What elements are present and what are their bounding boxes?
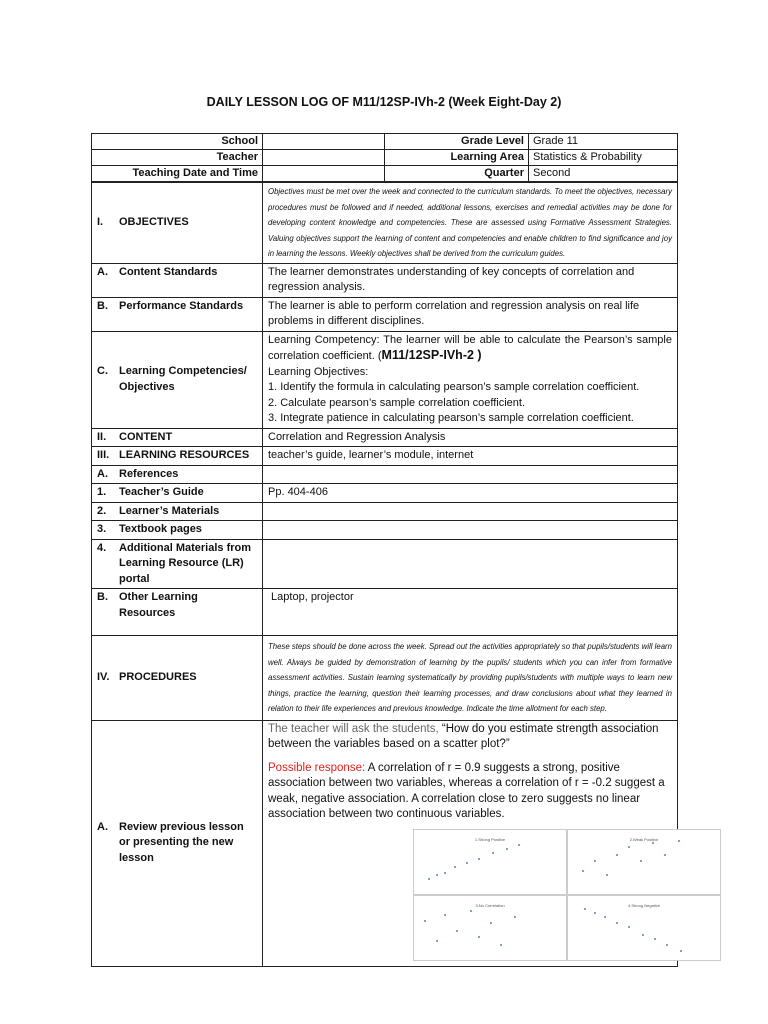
school-label: School	[92, 134, 263, 150]
additional-num: 4.	[97, 541, 107, 554]
learners-materials-label: Learner’s Materials	[119, 504, 220, 517]
textbook-row	[92, 521, 678, 540]
resources-row	[92, 447, 678, 466]
performance-standards-num: B.	[97, 299, 108, 312]
objective-item: 1. Identify the formula in calculating pearson’s sample correlation coefficient.	[268, 381, 640, 393]
textbook-num: 3.	[97, 523, 107, 535]
content-label: CONTENT	[119, 430, 173, 443]
review-question	[268, 722, 672, 753]
plot-label: 3.No Correlation	[475, 902, 505, 908]
response-label: Possible response:	[268, 761, 366, 774]
other-label: Other Learning Resources	[119, 591, 198, 619]
competencies-num: C.	[97, 365, 108, 377]
references-num: A.	[97, 467, 108, 480]
review-row	[92, 720, 678, 966]
references-label: References	[119, 467, 179, 480]
objectives-row	[92, 183, 678, 264]
response-text: A correlation of r = 0.9 suggests a strong, positive association between two variables, whereas a correlation of r = -0.2 suggest a weak, negative association. A correlation close to zero suggests no linear association between two continuous variables.	[268, 761, 665, 820]
teaching-date-label: Teaching Date and Time	[92, 166, 263, 182]
competency-text: Learning Competency: The learner will be able to calculate the Pearson’s sample correlation coefficient. (	[268, 333, 672, 362]
question-text: “How do you estimate strength association between the variables based on a scatter plot?”	[268, 722, 659, 750]
school-value	[263, 134, 385, 150]
question-prefix: The teacher will ask the students,	[268, 722, 442, 735]
content-row	[92, 428, 678, 447]
other-num: B.	[97, 591, 108, 603]
content-standards-text: The learner demonstrates understanding of key concepts of correlation and regression analysis.	[263, 263, 678, 297]
header-info-table	[91, 133, 678, 182]
grade-level-value: Grade 11	[529, 134, 678, 150]
additional-label: Additional Materials from Learning Resource (LR) portal	[119, 541, 252, 585]
procedures-num: IV.	[97, 671, 110, 683]
teacher-label: Teacher	[92, 150, 263, 166]
competency-statement	[268, 333, 672, 365]
references-row	[92, 465, 678, 484]
performance-standards-row	[92, 297, 678, 331]
teacher-value	[263, 150, 385, 166]
performance-standards-text: The learner is able to perform correlation and regression analysis on real life problems in different disciplines.	[263, 297, 678, 331]
teachers-guide-label: Teacher’s Guide	[119, 486, 204, 498]
objectives-text: Objectives must be met over the week and connected to the curriculum standards. To meet the objectives, necessary procedures must be followed and if needed, additional lessons, exercises and remedial activities may be done for developing content knowledge and competencies. These are assessed using Formative Assessment Strategies. Valuing objectives support the learning of content and competencies and enable children to find significance and joy in learning the lessons. Weekly objectives shall be derived from the curriculum guides.	[263, 183, 678, 264]
scatter-plot-weak-positive	[567, 829, 721, 895]
objective-item: 2. Calculate pearson’s sample correlation coefficient.	[268, 396, 526, 409]
competency-code: M11/12SP-IVh-2 )	[381, 348, 482, 362]
learners-materials-num: 2.	[97, 504, 107, 517]
learning-area-value: Statistics & Probability	[529, 150, 678, 166]
procedures-label: PROCEDURES	[119, 671, 197, 683]
resources-text: teacher’s guide, learner’s module, internet	[263, 447, 678, 466]
plot-label: 4.Strong Negative	[627, 902, 661, 908]
page-title: DAILY LESSON LOG OF M11/12SP-IVh-2 (Week Eight-Day 2)	[206, 95, 562, 109]
scatter-plot-strong-positive	[413, 829, 567, 895]
competencies-label: Learning Competencies/ Objectives	[119, 365, 247, 393]
procedures-row	[92, 636, 678, 721]
lesson-log-table	[91, 182, 678, 967]
quarter-label: Quarter	[385, 166, 529, 182]
quarter-value: Second	[529, 166, 678, 182]
learning-area-label: Learning Area	[385, 150, 529, 166]
objective-item: 3. Integrate patience in calculating pearson’s sample correlation coefficient.	[268, 412, 634, 424]
review-label: Review previous lesson or presenting the new lesson	[119, 820, 244, 864]
scatter-plot-no-correlation	[413, 895, 567, 961]
plot-label: 2.Weak Positive	[629, 836, 659, 842]
content-num: II.	[97, 430, 107, 443]
textbook-label: Textbook pages	[119, 523, 202, 535]
plot-label: 1.Strong Positive	[474, 836, 506, 842]
additional-materials-row	[92, 539, 678, 589]
competencies-row	[92, 331, 678, 428]
teachers-guide-num: 1.	[97, 486, 107, 498]
resources-label: LEARNING RESOURCES	[119, 449, 250, 461]
content-standards-row	[92, 263, 678, 297]
teachers-guide-row	[92, 484, 678, 503]
teachers-guide-text: Pp. 404-406	[263, 484, 678, 503]
performance-standards-label: Performance Standards	[119, 299, 244, 312]
objectives-label: OBJECTIVES	[119, 216, 189, 228]
content-standards-label: Content Standards	[119, 265, 218, 278]
content-text: Correlation and Regression Analysis	[263, 428, 678, 447]
content-standards-num: A.	[97, 265, 108, 278]
scatter-plots-figure	[413, 829, 719, 959]
other-text: Laptop, projector	[263, 589, 678, 636]
resources-num: III.	[97, 449, 110, 461]
objectives-num: I.	[97, 216, 104, 228]
teaching-date-value	[263, 166, 385, 182]
scatter-plot-strong-negative	[567, 895, 721, 961]
learners-materials-row	[92, 502, 678, 521]
other-resources-row	[92, 589, 678, 636]
procedures-text: These steps should be done across the week. Spread out the activities appropriately so that pupils/students will learn well. Always be guided by demonstration of learning by the pupils/ students which you can infer from formative assessment activities. Sustain learning systematically by providing pupils/students with multiple ways to learn new things, practice the learning, question their learning processes, and draw conclusions about what they learned in relation to their life experiences and previous knowledge. Indicate the time allotment for each step.	[263, 636, 678, 721]
objectives-heading: Learning Objectives:	[268, 365, 369, 378]
possible-response	[268, 761, 672, 823]
review-num: A.	[97, 820, 108, 833]
grade-level-label: Grade Level	[385, 134, 529, 150]
